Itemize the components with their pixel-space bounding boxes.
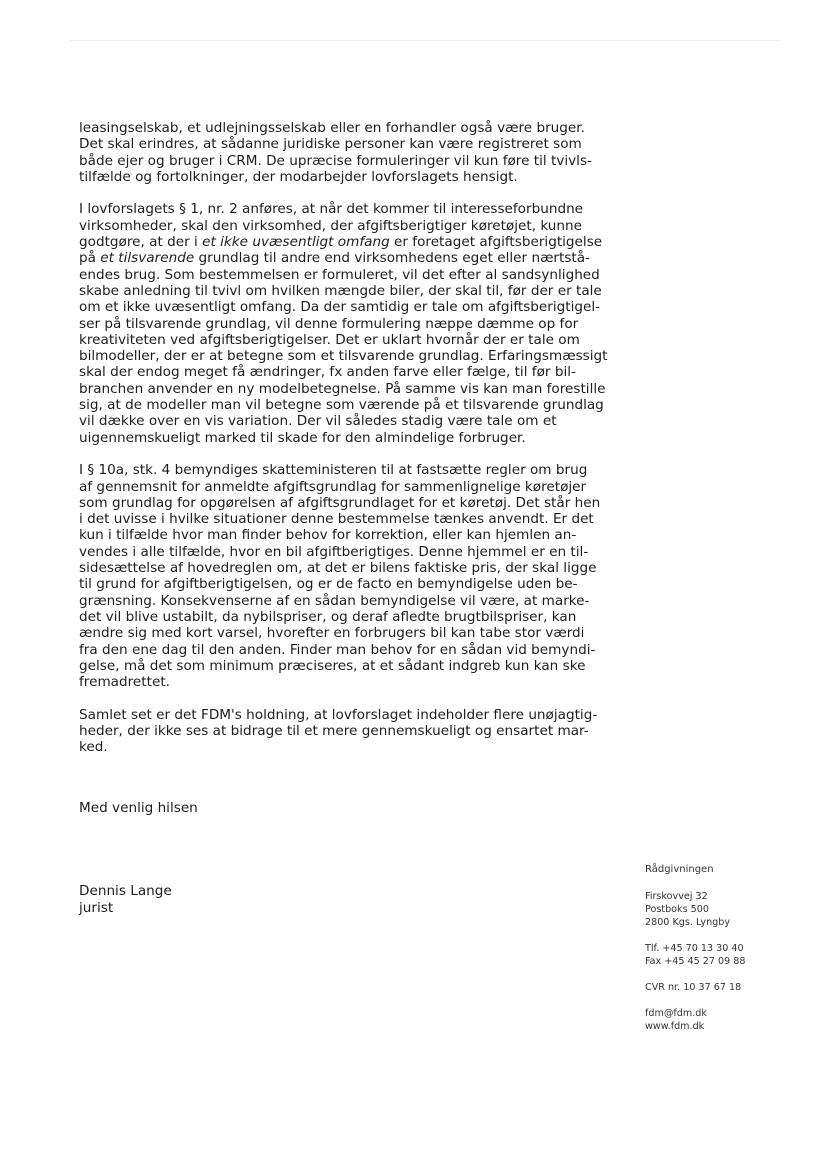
text-line: uigennemskueligt marked til skade for den almindelige forbruger. xyxy=(79,429,526,446)
text-segment: godtgøre, at der i xyxy=(79,234,203,251)
text-line: det vil blive ustabilt, da nybilspriser, og deraf afledte brugtbilspriser, kan xyxy=(79,608,577,625)
cvr-block xyxy=(645,981,805,994)
signature-block xyxy=(79,883,172,917)
text-line: ked. xyxy=(79,739,108,756)
text-line: ser på tilsvarende grundlag, vil denne formulering næppe dæmme op for xyxy=(79,315,579,332)
text-line: endes brug. Som bestemmelsen er formuleret, vil det efter al sandsynlighed xyxy=(79,266,600,283)
text-line: leasingselskab, et udlejningsselskab eller en forhandler også være bruger. xyxy=(79,120,585,136)
text-line: vil dække over en vis variation. Der vil således stadig være tale om et xyxy=(79,413,557,430)
text-line: skabe anledning til tvivl om hvilken mængde biler, der skal til, før der er tale xyxy=(79,282,602,299)
address-block xyxy=(645,890,805,929)
text-line: om et ikke uvæsentligt omfang. Da der samtidig er tale om afgiftsberigtigel- xyxy=(79,299,601,316)
contact-block xyxy=(645,942,805,968)
scan-artifact-line xyxy=(70,40,780,41)
text-line: som grundlag for opgørelsen af afgiftsgrundlaget for et køretøj. Det står hen xyxy=(79,494,601,511)
paragraph-2 xyxy=(79,201,619,445)
paragraph-3 xyxy=(79,462,619,690)
text-line xyxy=(79,234,619,250)
letter-body xyxy=(79,120,619,772)
text-line: tilfælde og fortolkninger, der modarbejder lovforslagets hensigt. xyxy=(79,168,518,185)
online-block xyxy=(645,1007,805,1033)
text-line: Det skal erindres, at sådanne juridiske personer kan være registreret som xyxy=(79,136,582,153)
text-line: skal der endog meget få ændringer, fx anden farve eller fælge, til før bil- xyxy=(79,364,576,381)
signature-name: Dennis Lange xyxy=(79,883,172,899)
closing-salutation: Med venlig hilsen xyxy=(79,800,198,816)
address-line: 2800 Kgs. Lyngby xyxy=(645,917,731,928)
text-line: I lovforslagets § 1, nr. 2 anføres, at når det kommer til interesseforbundne xyxy=(79,201,584,218)
text-line: I § 10a, stk. 4 bemyndiges skatteministeren til at fastsætte regler om brug xyxy=(79,462,588,479)
text-line: kreativiteten ved afgiftsberigtigelser. Det er uklart hvornår der er tale om xyxy=(79,331,580,348)
text-line: i det uvisse i hvilke situationer denne bestemmelse tænkes anvendt. Er det xyxy=(79,511,594,528)
text-line xyxy=(79,250,619,266)
text-line: vendes i alle tilfælde, hvor en bil afgiftberigtiges. Denne hjemmel er en til- xyxy=(79,543,589,560)
paragraph-4 xyxy=(79,707,619,756)
text-line: fra den ene dag til den anden. Finder man behov for en sådan vid bemyndi- xyxy=(79,641,596,658)
cvr-number: CVR nr. 10 37 67 18 xyxy=(645,982,742,993)
email-address: fdm@fdm.dk xyxy=(645,1008,707,1019)
emphasis-text: et ikke uvæsentligt omfang xyxy=(202,234,390,251)
text-line: fremadrettet. xyxy=(79,674,170,691)
text-line: bilmodeller, der er at betegne som et tilsvarende grundlag. Erfaringsmæssigt xyxy=(79,348,608,365)
text-segment: er foretaget afgiftsberigtigelse xyxy=(389,234,603,251)
text-segment: på xyxy=(79,250,101,267)
text-line: af gennemsnit for anmeldte afgiftsgrundlag for sammenlignelige køretøjer xyxy=(79,478,587,495)
department-name: Rådgivningen xyxy=(645,864,714,875)
text-line: branchen anvender en ny modelbetegnelse. På samme vis kan man forestille xyxy=(79,380,606,397)
sender-info-sidebar xyxy=(645,863,805,1046)
text-line: ændre sig med kort varsel, hvorefter en forbrugers bil kan tabe stor værdi xyxy=(79,625,585,642)
text-line: sidesættelse af hovedreglen om, at det er bilens faktiske pris, der skal ligge xyxy=(79,560,597,577)
text-line: gelse, må det som minimum præciseres, at et sådant indgreb kun kan ske xyxy=(79,657,586,674)
text-line: sig, at de modeller man vil betegne som værende på et tilsvarende grundlag xyxy=(79,397,604,414)
address-line: Postboks 500 xyxy=(645,904,709,915)
text-line: grænsning. Konsekvenserne af en sådan bemyndigelse vil være, at marke- xyxy=(79,592,590,609)
paragraph-1 xyxy=(79,120,619,185)
text-line: virksomheder, skal den virksomhed, der afgiftsberigtiger køretøjet, kunne xyxy=(79,217,583,234)
text-line: til grund for afgiftberigtigelsen, og er de facto en bemyndigelse uden be- xyxy=(79,576,578,593)
address-line: Firskovvej 32 xyxy=(645,891,708,902)
signature-title: jurist xyxy=(79,900,114,916)
website-address: www.fdm.dk xyxy=(645,1021,705,1032)
text-line: både ejer og bruger i CRM. De upræcise formuleringer vil kun føre til tvivls- xyxy=(79,152,592,169)
emphasis-text: et tilsvarende xyxy=(100,250,195,267)
text-line: heder, der ikke ses at bidrage til et mere gennemskueligt og ensartet mar- xyxy=(79,722,589,739)
fax-number: Fax +45 45 27 09 88 xyxy=(645,956,746,967)
text-line: Samlet set er det FDM's holdning, at lovforslaget indeholder flere unøjagtig- xyxy=(79,706,598,723)
text-segment: grundlag til andre end virksomhedens eget eller nærtstå- xyxy=(194,250,590,267)
phone-number: Tlf. +45 70 13 30 40 xyxy=(645,943,744,954)
text-line: kun i tilfælde hvor man finder behov for korrektion, eller kan hjemlen an- xyxy=(79,527,577,544)
